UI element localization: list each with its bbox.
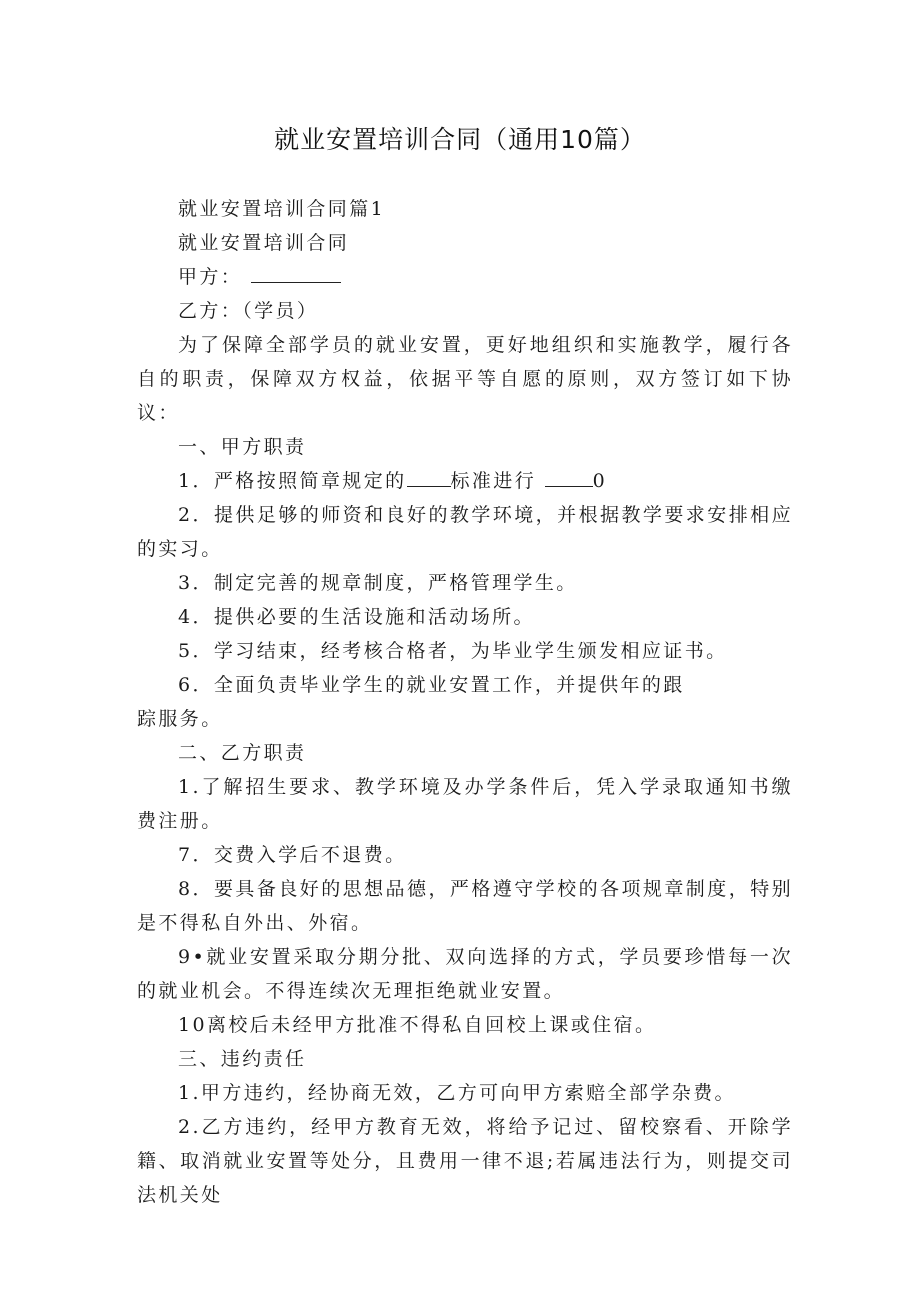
section-1-item-6: 6．全面负责毕业学生的就业安置工作，并提供年的跟 bbox=[178, 674, 685, 696]
section-2-title: 二、乙方职责 bbox=[178, 742, 307, 764]
item-1-text-c: 0 bbox=[592, 470, 608, 492]
section-2-item-9: 9•就业安置采取分期分批、双向选择的方式，学员要珍惜每一次的就业机会。不得连续次无理拒绝就业安置。 bbox=[137, 946, 793, 1002]
party-a-label: 甲方： bbox=[178, 266, 243, 288]
intro-paragraph: 为了保障全部学员的就业安置，更好地组织和实施教学，履行各自的职责，保障双方权益，依据平等自愿的原则，双方签订如下协议： bbox=[137, 334, 793, 424]
party-a-line bbox=[137, 260, 793, 294]
document-title: 就业安置培训合同（通用10篇） bbox=[274, 125, 646, 154]
section-2-item-7: 7．交费入学后不退费。 bbox=[178, 844, 407, 866]
party-a-blank bbox=[251, 260, 341, 283]
contract-heading: 就业安置培训合同 bbox=[178, 232, 350, 254]
section-1-item-2: 2．提供足够的师资和良好的教学环境，并根据教学要求安排相应的实习。 bbox=[137, 504, 793, 560]
section-1-item-6-cont: 踪服务。 bbox=[137, 708, 223, 730]
section-1-item-3: 3．制定完善的规章制度，严格管理学生。 bbox=[178, 572, 578, 594]
document-body bbox=[137, 192, 793, 1212]
section-3-title: 三、违约责任 bbox=[178, 1048, 307, 1070]
section-2-item-10: 10离校后未经甲方批准不得私自回校上课或住宿。 bbox=[178, 1014, 657, 1036]
section-1-item-5: 5．学习结束，经考核合格者，为毕业学生颁发相应证书。 bbox=[178, 640, 728, 662]
item-1-text-b: 标准进行 bbox=[450, 470, 537, 492]
part-heading: 就业安置培训合同篇1 bbox=[178, 198, 386, 220]
section-1-item-1 bbox=[137, 464, 793, 498]
section-1-item-4: 4．提供必要的生活设施和活动场所。 bbox=[178, 606, 535, 628]
section-3-item-1: 1.甲方违约，经协商无效，乙方可向甲方索赔全部学杂费。 bbox=[178, 1082, 736, 1104]
item-1-text-a: 1．严格按照简章规定的 bbox=[178, 470, 407, 492]
item-1-blank-1 bbox=[407, 464, 451, 487]
section-3-item-2: 2.乙方违约，经甲方教育无效，将给予记过、留校察看、开除学籍、取消就业安置等处分，且费用一律不退;若属违法行为，则提交司法机关处 bbox=[137, 1116, 793, 1206]
section-2-item-8: 8．要具备良好的思想品德，严格遵守学校的各项规章制度，特别是不得私自外出、外宿。 bbox=[137, 878, 793, 934]
party-b-line: 乙方：（学员） bbox=[178, 300, 319, 322]
section-1-title: 一、甲方职责 bbox=[178, 436, 307, 458]
section-2-item-1: 1.了解招生要求、教学环境及办学条件后，凭入学录取通知书缴费注册。 bbox=[137, 776, 793, 832]
item-1-blank-2 bbox=[545, 464, 593, 487]
